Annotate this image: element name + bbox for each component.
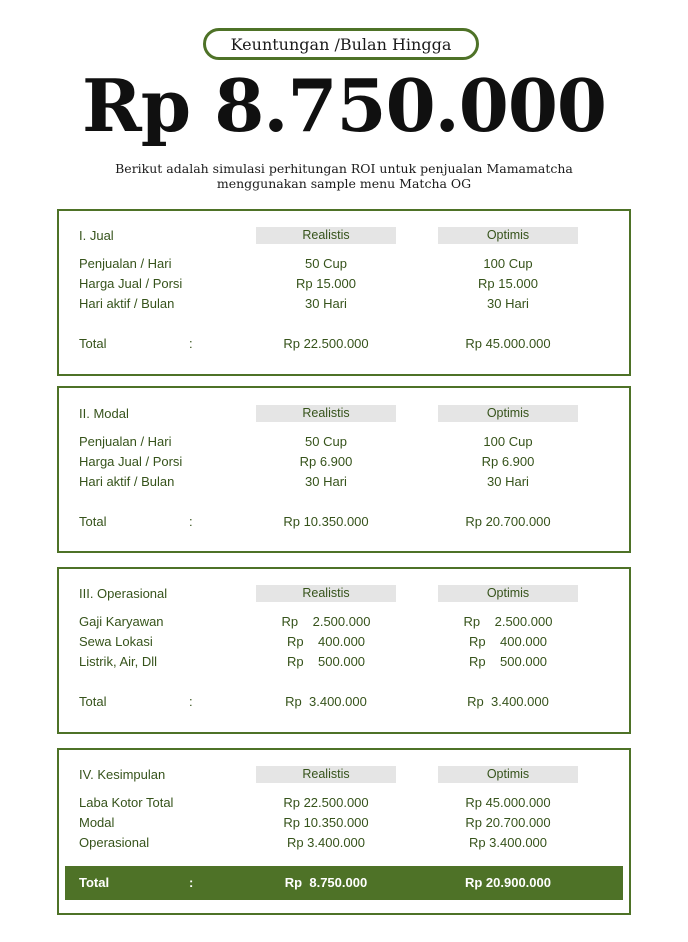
total-optimis: Rp 20.700.000 [465,514,551,529]
total-optimis: Rp 20.900.000 [464,875,551,890]
row-label: Harga Jual / Porsi [79,276,183,291]
total-realistis: Rp 3.400.000 [285,694,367,709]
section-title: III. Operasional [79,586,168,601]
value-optimis: 30 Hari [487,296,529,311]
value-optimis: Rp 400.000 [468,634,548,649]
section-title: I. Jual [79,228,114,243]
value-realistis: Rp 10.350.000 [283,815,369,830]
value-realistis: Rp 22.500.000 [283,795,369,810]
value-optimis: 100 Cup [483,434,533,449]
row-label: Hari aktif / Bulan [79,296,175,311]
value-optimis: 100 Cup [483,256,533,271]
total-optimis: Rp 45.000.000 [465,336,551,351]
value-realistis: Rp 2.500.000 [281,614,371,629]
value-realistis: 30 Hari [305,296,347,311]
column-header-realistis: Realistis [256,766,396,783]
value-optimis: Rp 6.900 [481,454,535,469]
value-optimis: Rp 20.700.000 [465,815,551,830]
row-label: Hari aktif / Bulan [79,474,175,489]
section-jual [57,209,631,376]
row-label: Sewa Lokasi [79,634,153,649]
row-label: Listrik, Air, Dll [79,654,158,669]
total-optimis: Rp 3.400.000 [467,694,549,709]
value-optimis: Rp 3.400.000 [468,835,548,850]
row-label: Penjualan / Hari [79,256,172,271]
value-realistis: Rp 15.000 [296,276,356,291]
column-header-optimis: Optimis [438,585,578,602]
section-kesimpulan [57,748,631,915]
column-header-realistis: Realistis [256,585,396,602]
total-label: Total [79,694,107,709]
subtitle-line-2: menggunakan sample menu Matcha OG [216,176,472,191]
value-realistis: 50 Cup [305,434,347,449]
profit-amount: Rp 8.750.000 [81,63,607,148]
total-colon: : [189,875,194,890]
value-optimis: Rp 500.000 [468,654,548,669]
column-header-realistis: Realistis [256,405,396,422]
total-colon: : [189,694,193,709]
section-operasional [57,567,631,734]
value-realistis: Rp 500.000 [286,654,366,669]
total-colon: : [189,514,193,529]
row-label: Modal [79,815,115,830]
value-optimis: Rp 2.500.000 [463,614,553,629]
title-pill [203,28,479,60]
subtitle-line-1: Berikut adalah simulasi perhitungan ROI untuk penjualan Mamamatcha [115,161,573,176]
row-label: Penjualan / Hari [79,434,172,449]
row-label: Laba Kotor Total [79,795,174,810]
grand-total-bar [65,866,623,900]
value-optimis: Rp 15.000 [478,276,538,291]
row-label: Harga Jual / Porsi [79,454,183,469]
section-title: IV. Kesimpulan [79,767,166,782]
total-realistis: Rp 10.350.000 [283,514,369,529]
row-label: Gaji Karyawan [79,614,164,629]
total-label: Total [79,336,107,351]
value-realistis: 30 Hari [305,474,347,489]
section-modal [57,386,631,553]
column-header-optimis: Optimis [438,405,578,422]
total-label: Total [79,875,110,890]
column-header-optimis: Optimis [438,766,578,783]
column-header-realistis: Realistis [256,227,396,244]
total-label: Total [79,514,107,529]
value-realistis: Rp 3.400.000 [286,835,366,850]
row-label: Operasional [79,835,150,850]
total-colon: : [189,336,193,351]
subtitle [100,161,588,191]
total-realistis: Rp 22.500.000 [283,336,369,351]
value-optimis: 30 Hari [487,474,529,489]
section-title: II. Modal [79,406,129,421]
value-realistis: 50 Cup [305,256,347,271]
value-optimis: Rp 45.000.000 [465,795,551,810]
value-realistis: Rp 6.900 [299,454,353,469]
column-header-optimis: Optimis [438,227,578,244]
value-realistis: Rp 400.000 [286,634,366,649]
title-pill-label: Keuntungan /Bulan Hingga [230,34,452,54]
total-realistis: Rp 8.750.000 [284,875,368,890]
